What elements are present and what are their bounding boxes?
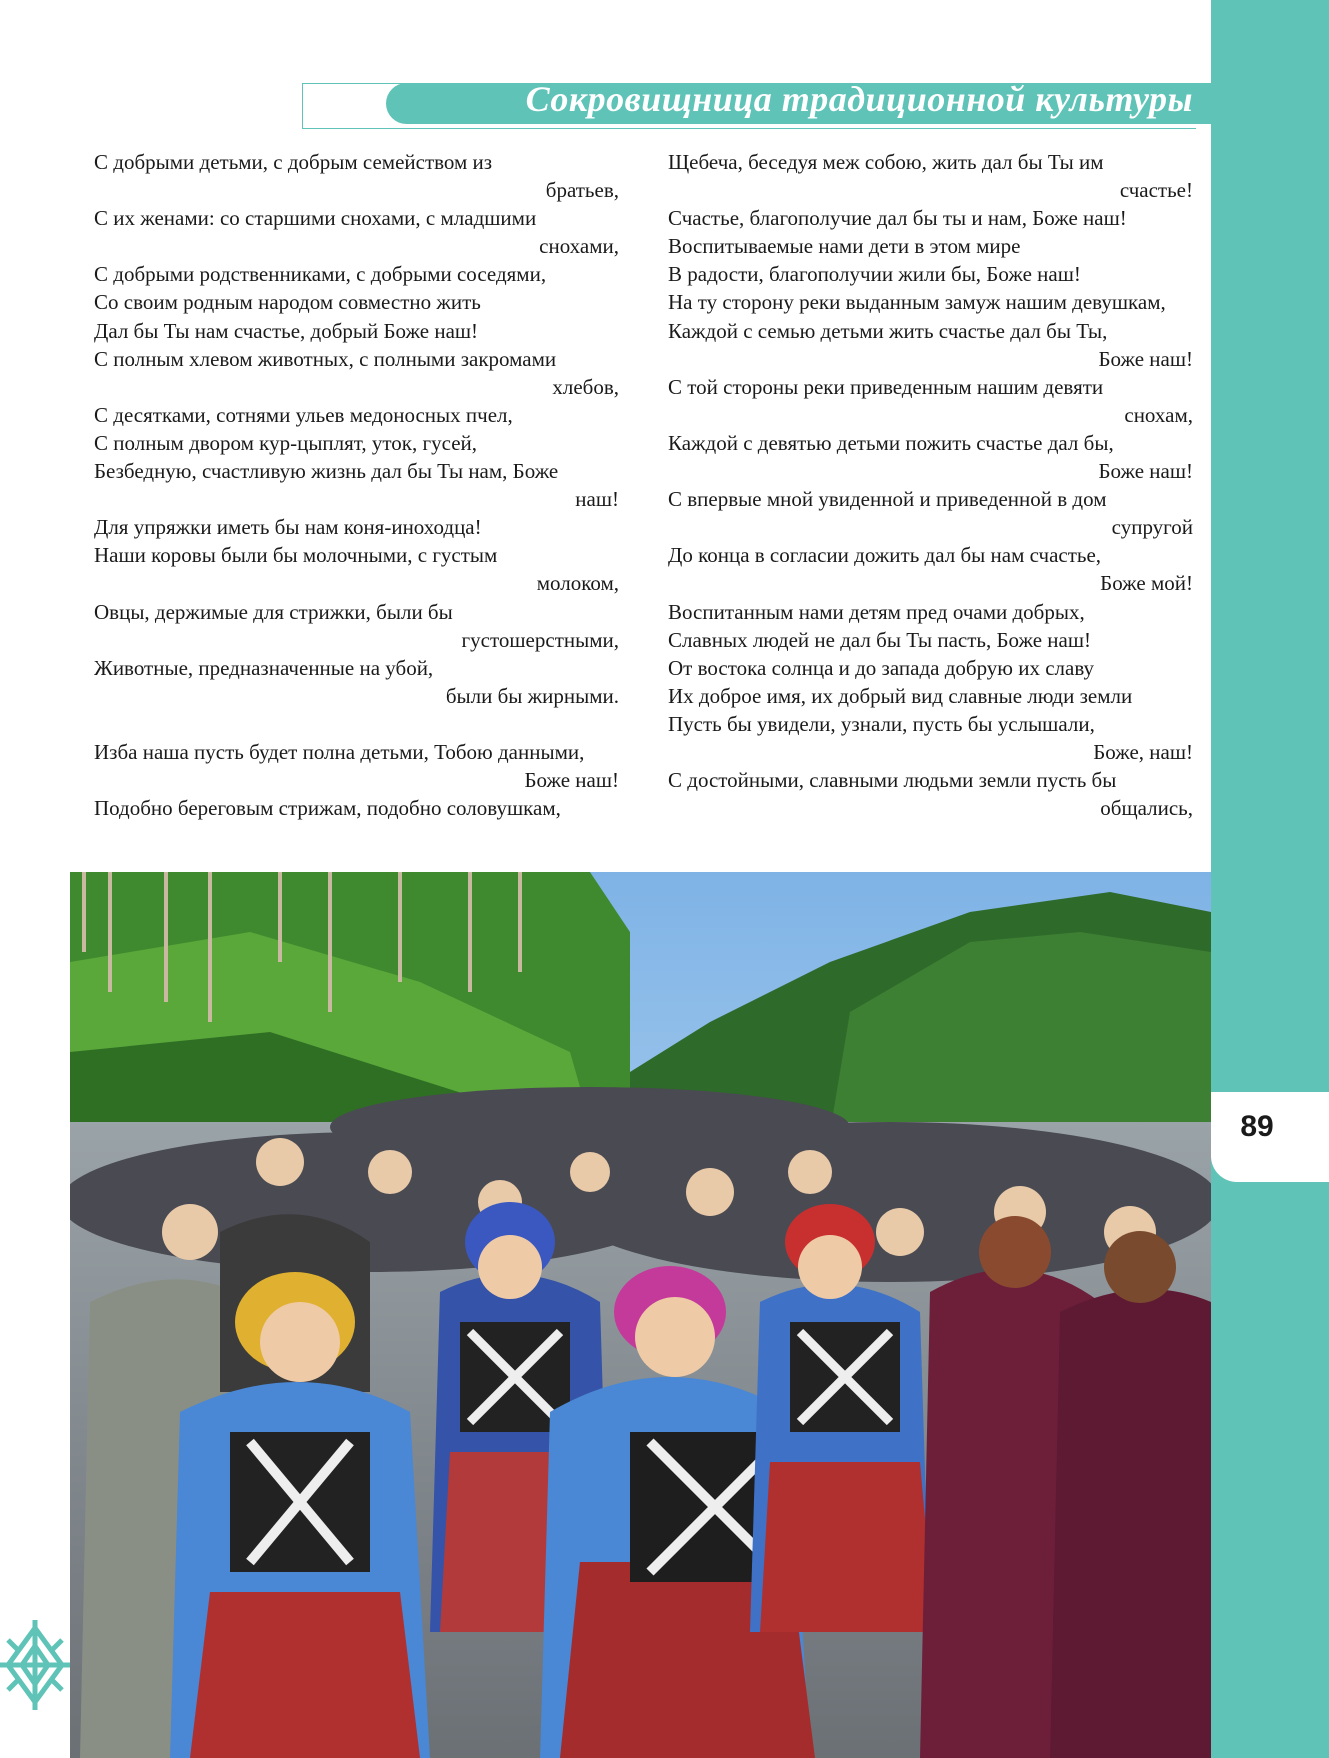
poem-line: С добрыми родственниками, с добрыми соседями, — [94, 262, 547, 287]
poem-line: Воспитываемые нами дети в этом мире — [668, 234, 1021, 259]
poem-line: братьев, — [545, 178, 619, 203]
poem-line: Щебеча, беседуя меж собою, жить дал бы Ты им — [668, 150, 1104, 174]
poem-line: С той стороны реки приведенным нашим девяти — [668, 374, 1104, 399]
poem-line: Их доброе имя, их добрый вид славные люди земли — [668, 683, 1133, 708]
poem-line: С десятками, сотнями ульев медоносных пчел, — [94, 402, 513, 427]
poem-line: Боже наш! — [524, 767, 619, 792]
poem-line: Овцы, держимые для стрижки, были бы — [94, 599, 453, 624]
poem-right-column — [668, 148, 1193, 822]
poem-line: хлебов, — [552, 374, 619, 399]
poem-line: наш! — [575, 487, 619, 512]
poem-line: Подобно береговым стрижам, подобно соловушкам, — [94, 796, 561, 821]
poem-line: До конца в согласии дожить дал бы нам счастье, — [668, 543, 1102, 568]
poem-line: Боже наш! — [1098, 346, 1193, 371]
poem-line: Изба наша пусть будет полна детьми, Тобою данными, — [94, 739, 585, 764]
poem-line: В радости, благополучии жили бы, Боже наш! — [668, 262, 1081, 287]
poem-line: снохами, — [539, 234, 619, 259]
section-title: Сокровищница традиционной культуры — [525, 79, 1193, 119]
poem-line: Счастье, благополучие дал бы ты и нам, Боже наш! — [668, 206, 1127, 231]
poem-line: Наши коровы были бы молочными, с густым — [94, 543, 498, 568]
poem-line: С впервые мной увиденной и приведенной в дом — [668, 487, 1107, 512]
poem-line: были бы жирными. — [445, 683, 619, 708]
poem-line: От востока солнца и до запада добрую их славу — [668, 655, 1095, 680]
poem-line: Славных людей не дал бы Ты пасть, Боже наш! — [668, 627, 1092, 652]
poem-line: Боже, наш! — [1093, 739, 1193, 764]
poem-line: Животные, предназначенные на убой, — [94, 655, 434, 680]
poem-line: С полным хлевом животных, с полными закромами — [94, 346, 557, 371]
poem-line: Каждой с семью детьми жить счастье дал бы Ты, — [668, 318, 1108, 343]
poem-line: С достойными, славными людьми земли пусть бы — [668, 768, 1117, 793]
poem-line: Безбедную, счастливую жизнь дал бы Ты нам, Боже — [94, 459, 559, 484]
poem-line: Каждой с девятью детьми пожить счастье дал бы, — [668, 430, 1114, 455]
poem-line: Дал бы Ты нам счастье, добрый Боже наш! — [94, 318, 479, 343]
poem-line: Воспитанным нами детям пред очами добрых, — [668, 599, 1085, 624]
ornament-icon — [0, 1620, 70, 1710]
poem-line: С их женами: со старшими снохами, с младшими — [94, 206, 537, 231]
page-number: 89 — [1240, 1110, 1274, 1143]
poem-line: молоком, — [536, 571, 619, 596]
poem-line: общались, — [1100, 796, 1193, 821]
festival-photo — [70, 872, 1211, 1758]
poem-line: супругой — [1111, 515, 1193, 540]
poem-line: Со своим родным народом совместно жить — [94, 290, 481, 315]
poem-line: Боже наш! — [1098, 459, 1193, 484]
poem-line: На ту сторону реки выданным замуж нашим девушкам, — [668, 290, 1166, 315]
right-color-band — [1211, 0, 1329, 1758]
poem-line: густошерстными, — [461, 627, 619, 652]
poem-line: С полным двором кур-цыплят, уток, гусей, — [94, 430, 478, 455]
poem-line — [94, 710, 619, 738]
poem-line: Для упряжки иметь бы нам коня-иноходца! — [94, 515, 482, 540]
poem-line: Пусть бы увидели, узнали, пусть бы услышали, — [668, 711, 1095, 736]
poem-left-column — [94, 148, 619, 822]
poem-line: Боже мой! — [1100, 571, 1193, 596]
poem-line: снохам, — [1124, 402, 1193, 427]
poem-line: счастье! — [1119, 178, 1193, 203]
poem-line: С добрыми детьми, с добрым семейством из — [94, 150, 493, 174]
